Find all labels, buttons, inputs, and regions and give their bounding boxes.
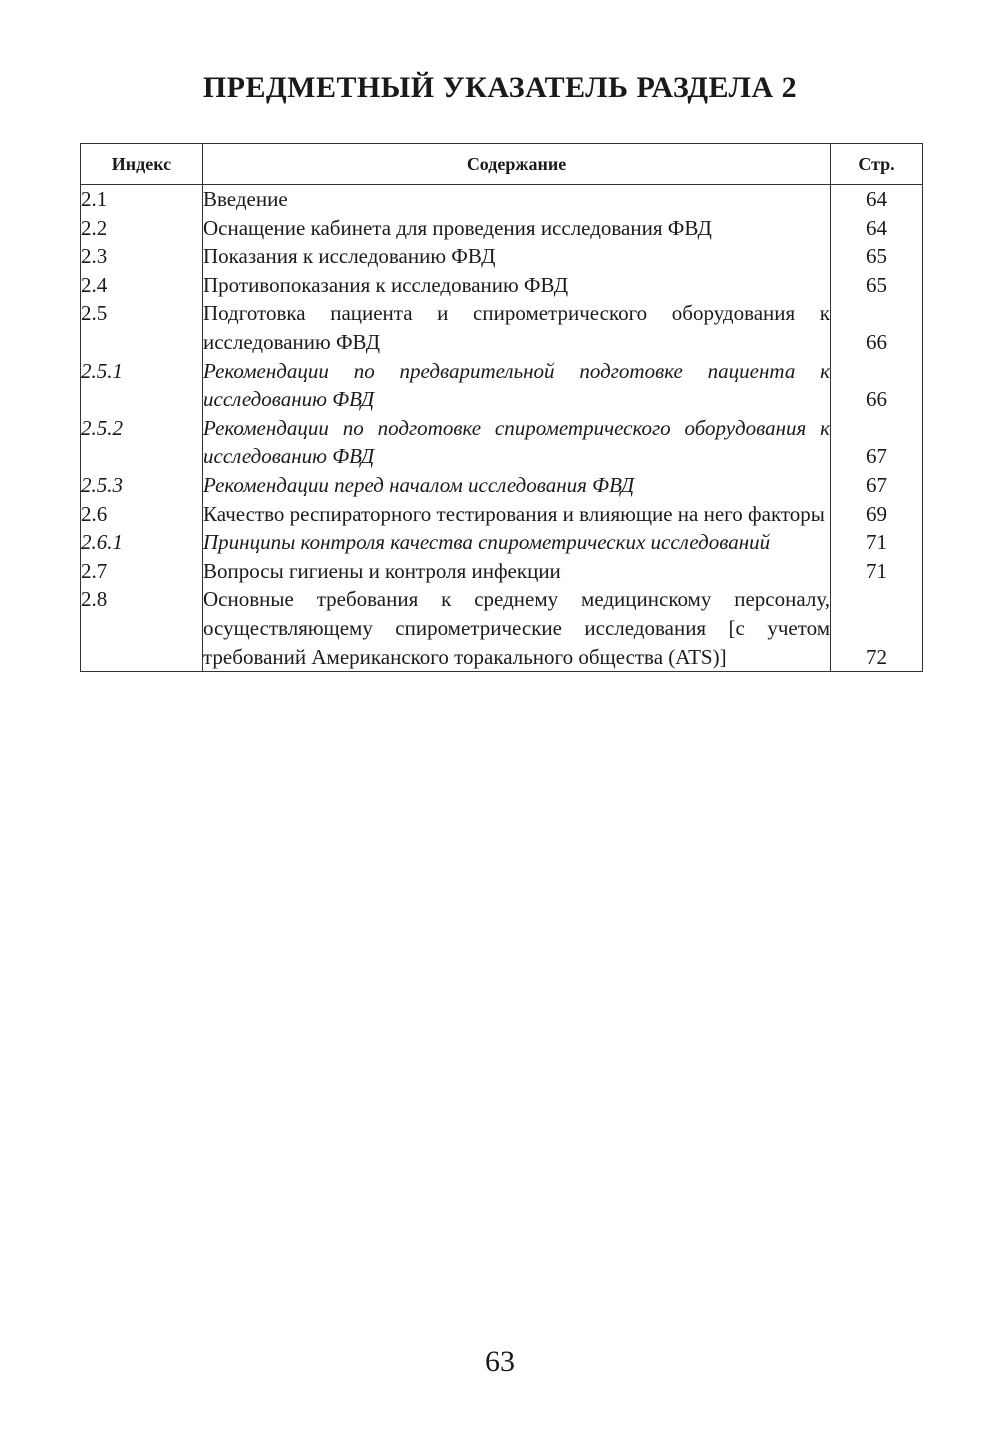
row-page: 71 <box>831 528 923 557</box>
row-index: 2.8 <box>81 585 203 671</box>
row-text: Показания к исследованию ФВД <box>203 242 831 271</box>
row-index: 2.1 <box>81 185 203 214</box>
table-row <box>81 585 923 671</box>
row-page: 72 <box>831 585 923 671</box>
row-text: Подготовка пациента и спирометрического оборудования к исследованию ФВД <box>203 299 831 356</box>
row-page: 69 <box>831 500 923 529</box>
table-row <box>81 471 923 500</box>
table-row <box>81 299 923 356</box>
table-row <box>81 528 923 557</box>
page-number: 63 <box>485 1345 515 1378</box>
subject-index-table <box>80 143 923 672</box>
row-page: 66 <box>831 299 923 356</box>
table-row <box>81 242 923 271</box>
row-text: Оснащение кабинета для проведения исследования ФВД <box>203 214 831 243</box>
table-row <box>81 357 923 414</box>
row-index: 2.6 <box>81 500 203 529</box>
row-text: Введение <box>203 185 831 214</box>
row-index: 2.5.2 <box>81 414 203 471</box>
row-text: Рекомендации по предварительной подготовке пациента к исследованию ФВД <box>203 357 831 414</box>
table-row <box>81 414 923 471</box>
row-text: Вопросы гигиены и контроля инфекции <box>203 557 831 586</box>
header-page: Стр. <box>831 144 923 185</box>
row-page: 67 <box>831 414 923 471</box>
row-page: 66 <box>831 357 923 414</box>
row-index: 2.6.1 <box>81 528 203 557</box>
table-row <box>81 185 923 214</box>
row-index: 2.3 <box>81 242 203 271</box>
row-page: 65 <box>831 242 923 271</box>
row-text: Качество респираторного тестирования и влияющие на него факторы <box>203 500 831 529</box>
row-page: 71 <box>831 557 923 586</box>
table-header-row <box>81 144 923 185</box>
table-row <box>81 500 923 529</box>
row-text: Противопоказания к исследованию ФВД <box>203 271 831 300</box>
page-title: ПРЕДМЕТНЫЙ УКАЗАТЕЛЬ РАЗДЕЛА 2 <box>202 71 798 104</box>
row-index: 2.7 <box>81 557 203 586</box>
row-text: Принципы контроля качества спирометрических исследований <box>203 528 831 557</box>
row-index: 2.5.1 <box>81 357 203 414</box>
row-text: Рекомендации по подготовке спирометрического оборудования к исследованию ФВД <box>203 414 831 471</box>
header-index: Индекс <box>81 144 203 185</box>
row-index: 2.4 <box>81 271 203 300</box>
row-page: 65 <box>831 271 923 300</box>
row-index: 2.5.3 <box>81 471 203 500</box>
row-index: 2.5 <box>81 299 203 356</box>
table-row <box>81 557 923 586</box>
row-text: Рекомендации перед началом исследования ФВД <box>203 471 831 500</box>
table-row <box>81 214 923 243</box>
row-page: 67 <box>831 471 923 500</box>
row-index: 2.2 <box>81 214 203 243</box>
row-text: Основные требования к среднему медицинскому персоналу, осуществляющему спирометрические исследования [с учетом требований Американского торакального общества (ATS)] <box>203 585 831 671</box>
row-page: 64 <box>831 214 923 243</box>
header-content: Содержание <box>203 144 831 185</box>
table-row <box>81 271 923 300</box>
row-page: 64 <box>831 185 923 214</box>
